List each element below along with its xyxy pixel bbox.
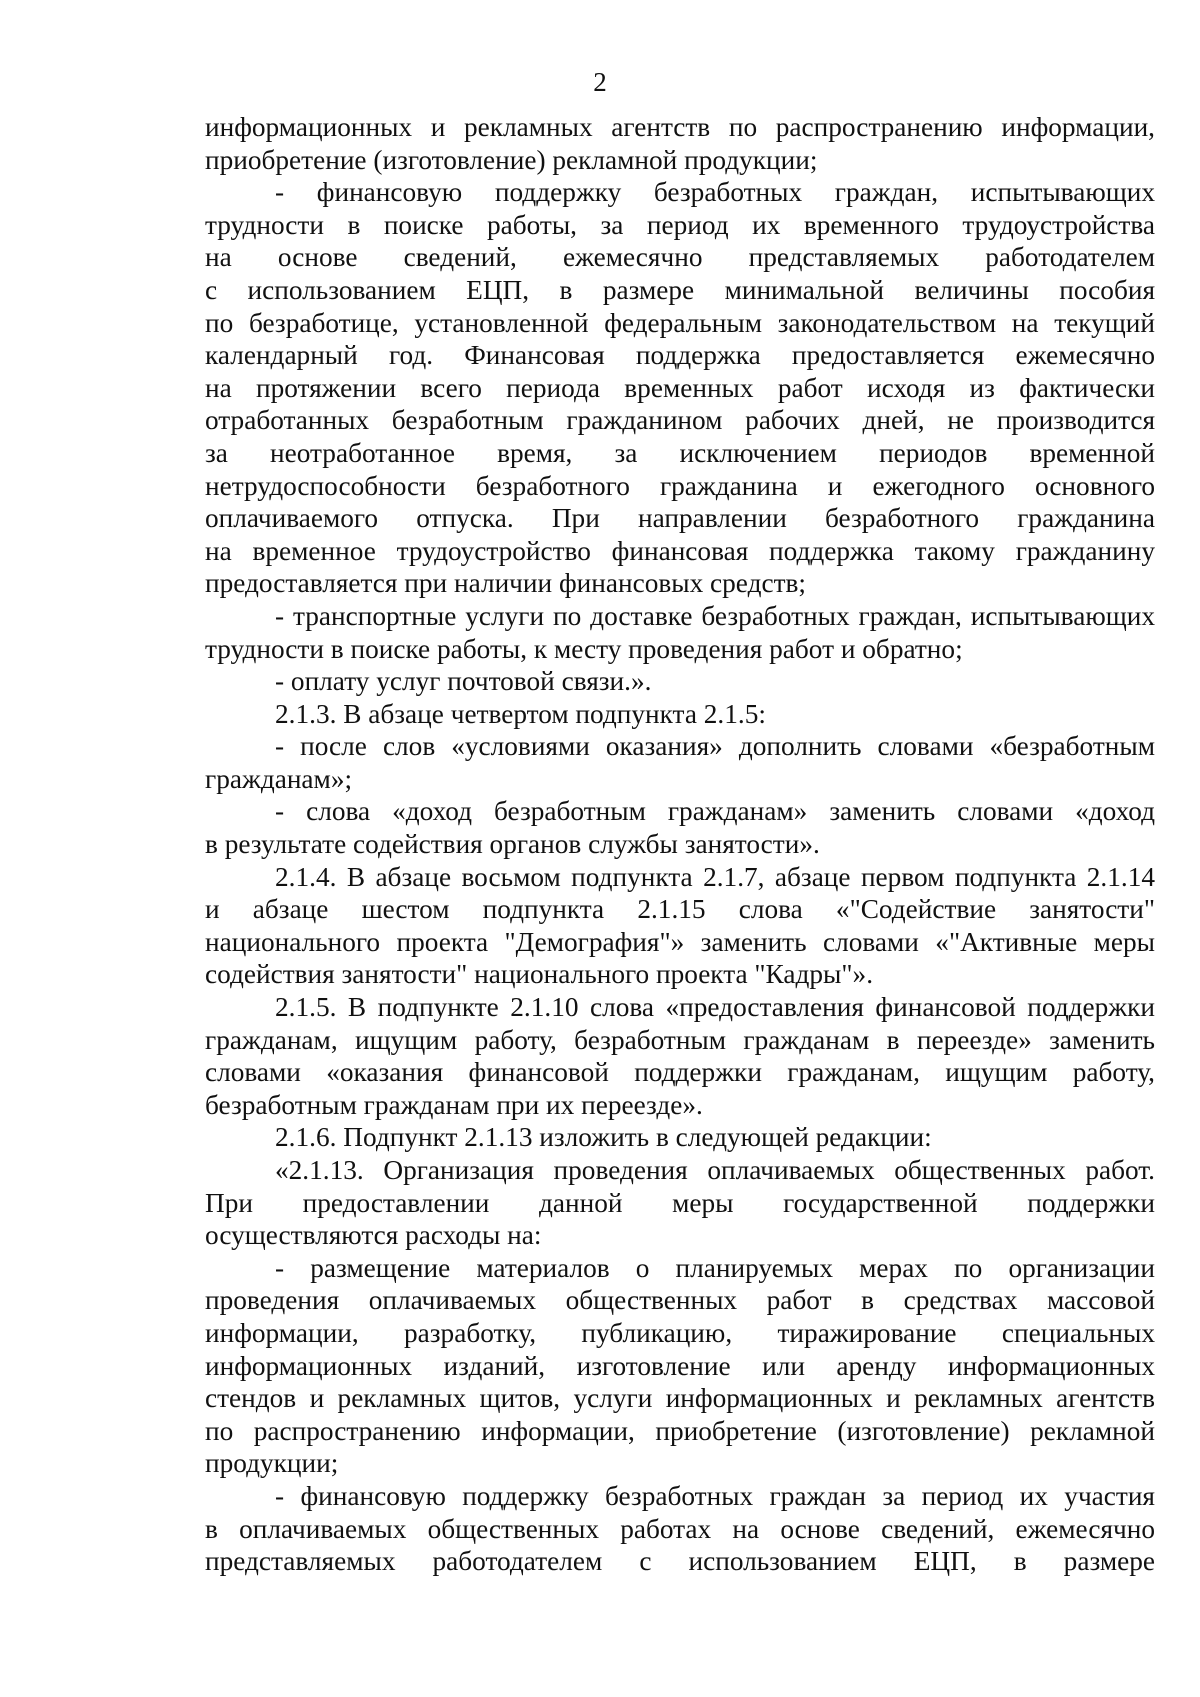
text-line: содействия занятости" национального проекта "Кадры"». [205, 959, 874, 990]
text-line: стендов и рекламных щитов, услуги информационных и рекламных агентств [205, 1383, 1155, 1414]
text-line: на основе сведений, ежемесячно представляемых работодателем [205, 242, 1155, 273]
text-line: При предоставлении данной меры государственной поддержки [205, 1187, 1155, 1218]
text-line: гражданам, ищущим работу, безработным гражданам в переезде» заменить [205, 1024, 1155, 1055]
text-line: приобретение (изготовление) рекламной продукции; [205, 144, 818, 175]
text-line: по распространению информации, приобретение (изготовление) рекламной [205, 1415, 1155, 1446]
text-line: трудности в поиске работы, за период их временного трудоустройства [205, 209, 1155, 240]
text-line: на протяжении всего периода временных работ исходя из фактически [205, 372, 1155, 403]
text-line: - финансовую поддержку безработных граждан, испытывающих [275, 177, 1155, 208]
text-line: в результате содействия органов службы занятости». [205, 829, 820, 860]
text-line: нетрудоспособности безработного гражданина и ежегодного основного [205, 470, 1155, 501]
text-line: - после слов «условиями оказания» дополнить словами «безработным [275, 731, 1155, 762]
text-line: «2.1.13. Организация проведения оплачиваемых общественных работ. [275, 1155, 1155, 1185]
text-line: трудности в поиске работы, к месту проведения работ и обратно; [205, 633, 963, 664]
text-line: 2.1.5. В подпункте 2.1.10 слова «предоставления финансовой поддержки [275, 992, 1155, 1023]
text-line: за неотработанное время, за исключением периодов временной [205, 437, 1155, 468]
text-line: оплачиваемого отпуска. При направлении безработного гражданина [205, 503, 1155, 534]
text-line: - финансовую поддержку безработных граждан за период их участия [275, 1480, 1155, 1511]
text-line: 2.1.6. Подпункт 2.1.13 изложить в следующей редакции: [275, 1122, 932, 1153]
text-line: проведения оплачиваемых общественных работ в средствах массовой [205, 1285, 1155, 1316]
text-line: - размещение материалов о планируемых мерах по организации [275, 1252, 1155, 1283]
text-line: представляемых работодателем с использованием ЕЦП, в размере [205, 1546, 1155, 1577]
text-line: информационных и рекламных агентств по распространению информации, [205, 112, 1155, 142]
text-line: отработанных безработным гражданином рабочих дней, не производится [205, 405, 1155, 436]
text-line: осуществляются расходы на: [205, 1220, 542, 1251]
text-line: календарный год. Финансовая поддержка предоставляется ежемесячно [205, 340, 1155, 371]
text-line: безработным гражданам при их переезде». [205, 1089, 703, 1120]
text-line: с использованием ЕЦП, в размере минимальной величины пособия [205, 274, 1155, 305]
text-line: 2.1.4. В абзаце восьмом подпункта 2.1.7, абзаце первом подпункта 2.1.14 [275, 861, 1155, 892]
text-line: - транспортные услуги по доставке безработных граждан, испытывающих [275, 600, 1155, 631]
text-line: - оплату услуг почтовой связи.». [275, 666, 652, 697]
text-line: предоставляется при наличии финансовых средств; [205, 568, 806, 599]
page-number: 2 [593, 67, 607, 97]
text-line: информации, разработку, публикацию, тиражирование специальных [205, 1317, 1155, 1348]
text-line: и абзаце шестом подпункта 2.1.15 слова «"Содействие занятости" [205, 894, 1155, 925]
text-line: продукции; [205, 1448, 339, 1479]
document-body [205, 111, 1155, 1578]
text-line: словами «оказания финансовой поддержки гражданам, ищущим работу, [205, 1057, 1155, 1088]
text-line: гражданам»; [205, 763, 353, 794]
text-line: по безработице, установленной федеральным законодательством на текущий [205, 307, 1155, 338]
text-line: информационных изданий, изготовление или аренду информационных [205, 1350, 1155, 1381]
text-line: - слова «доход безработным гражданам» заменить словами «доход [275, 796, 1155, 827]
text-line: на временное трудоустройство финансовая поддержка такому гражданину [205, 535, 1155, 566]
text-line: национального проекта "Демография"» заменить словами «"Активные меры [205, 926, 1155, 957]
text-line: в оплачиваемых общественных работах на основе сведений, ежемесячно [205, 1513, 1155, 1544]
text-line: 2.1.3. В абзаце четвертом подпункта 2.1.5: [275, 698, 766, 729]
